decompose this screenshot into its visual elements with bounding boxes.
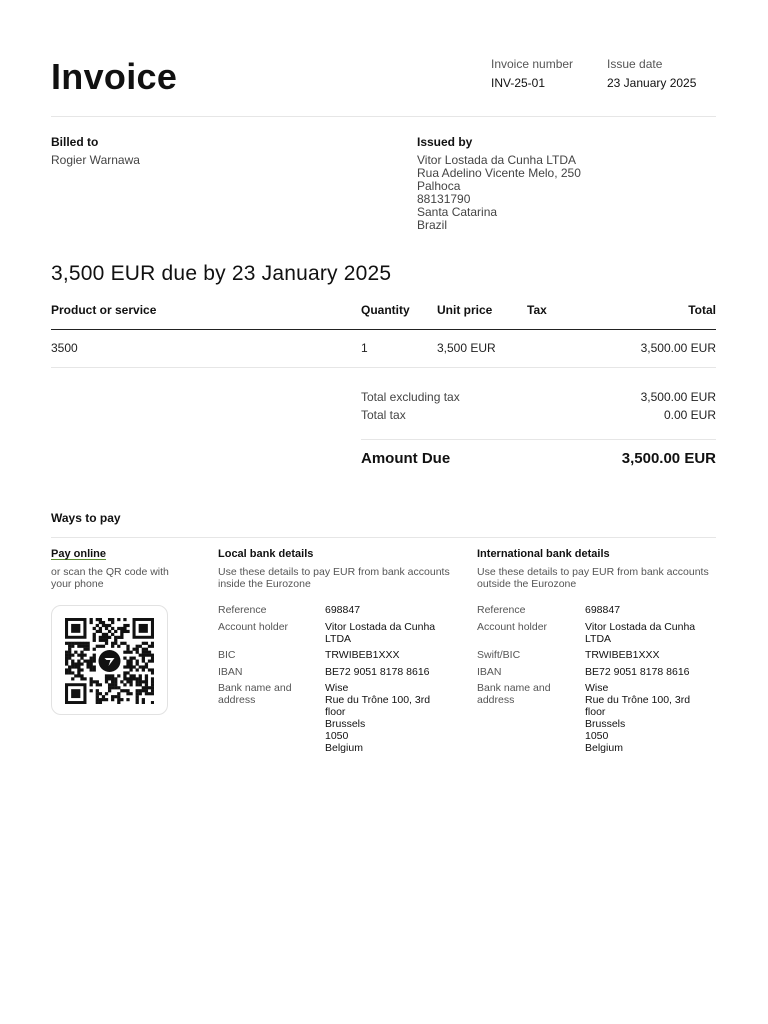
intl-holder-value <box>585 621 695 645</box>
header-divider <box>51 116 716 117</box>
issuer-street: Rua Adelino Vicente Melo, 250 <box>417 166 581 180</box>
local-iban-label: IBAN <box>218 666 243 678</box>
local-holder-label: Account holder <box>218 621 289 633</box>
intl-holder-line: LTDA <box>585 633 612 645</box>
issuer-city: Palhoca <box>417 179 461 193</box>
intl-bank-line: Belgium <box>585 742 623 754</box>
issue-date-block <box>607 57 696 90</box>
issuer-state: Santa Catarina <box>417 205 498 219</box>
intl-bank-line: Rue du Trône 100, 3rd <box>585 694 691 706</box>
table-row-divider <box>51 367 716 368</box>
total-tax-label: Total tax <box>361 408 406 422</box>
local-bank-line: Wise <box>325 682 349 694</box>
item-quantity-cell: 1 <box>361 341 368 355</box>
local-iban-value: BE72 9051 8178 8616 <box>325 666 430 678</box>
intl-holder-line: Vitor Lostada da Cunha <box>585 621 696 633</box>
local-bank-line: floor <box>325 706 346 718</box>
intl-bic-value: TRWIBEB1XXX <box>585 649 660 661</box>
totals-divider <box>361 439 716 440</box>
local-bic-label: BIC <box>218 649 236 661</box>
pay-online-desc-line: or scan the QR code with <box>51 566 169 578</box>
local-desc-line: Use these details to pay EUR from bank accounts <box>218 566 450 578</box>
issued-by-block <box>417 136 677 232</box>
issuer-name: Vitor Lostada da Cunha LTDA <box>417 153 576 167</box>
local-bank-address-label <box>218 682 292 706</box>
issue-date-value: 23 January 2025 <box>607 76 697 90</box>
local-desc-line: inside the Eurozone <box>218 578 311 590</box>
item-unit-price-cell: 3,500 EUR <box>437 341 496 355</box>
pay-online-desc-line: your phone <box>51 578 104 590</box>
intl-bank-address-label <box>477 682 551 706</box>
invoice-title: Invoice <box>51 56 178 97</box>
issuer-country: Brazil <box>417 218 448 232</box>
local-bank-address-label-line: Bank name and <box>218 682 292 694</box>
column-header-unit-price: Unit price <box>437 303 493 317</box>
billed-to-block <box>51 136 140 167</box>
amount-due-value: 3,500.00 EUR <box>621 450 716 467</box>
intl-holder-label: Account holder <box>477 621 548 633</box>
invoice-number-block <box>491 57 573 90</box>
intl-bank-address-label-line: Bank name and <box>477 682 551 694</box>
qr-code-card[interactable] <box>51 605 168 715</box>
local-bank-line: Rue du Trône 100, 3rd <box>325 694 431 706</box>
pay-online-link[interactable]: Pay online <box>51 548 107 560</box>
local-bank-line: Brussels <box>325 718 366 730</box>
intl-iban-value: BE72 9051 8178 8616 <box>585 666 690 678</box>
local-bank-address-value <box>325 682 430 754</box>
intl-bank-line: floor <box>585 706 606 718</box>
intl-bic-label: Swift/BIC <box>477 649 521 661</box>
local-reference-value: 698847 <box>325 604 361 616</box>
column-header-tax: Tax <box>527 303 547 317</box>
intl-bank-address-label-line: address <box>477 694 515 706</box>
invoice-number-label: Invoice number <box>491 57 574 71</box>
local-bank-title: Local bank details <box>218 548 314 560</box>
international-desc-line: outside the Eurozone <box>477 578 577 590</box>
total-tax-value: 0.00 EUR <box>663 408 716 422</box>
wise-logo-icon <box>99 650 121 672</box>
pay-online-description <box>51 566 201 590</box>
international-desc-line: Use these details to pay EUR from bank accounts <box>477 566 709 578</box>
total-excl-tax-label: Total excluding tax <box>361 390 460 404</box>
local-bank-line: 1050 <box>325 730 349 742</box>
amount-due-label: Amount Due <box>361 450 451 467</box>
billed-to-name: Rogier Warnawa <box>51 153 140 167</box>
intl-bank-line: 1050 <box>585 730 609 742</box>
ways-to-pay-heading: Ways to pay <box>51 511 121 525</box>
column-header-total: Total <box>688 303 716 317</box>
column-header-quantity: Quantity <box>361 303 410 317</box>
table-header-divider <box>51 329 716 330</box>
intl-reference-value: 698847 <box>585 604 621 616</box>
local-bank-address-label-line: address <box>218 694 256 706</box>
local-bank-line: Belgium <box>325 742 363 754</box>
local-holder-line: Vitor Lostada da Cunha <box>325 621 436 633</box>
local-bank-description <box>218 566 468 590</box>
qr-code[interactable] <box>65 618 154 704</box>
local-reference-label: Reference <box>218 604 267 616</box>
item-product-cell: 3500 <box>51 341 78 355</box>
intl-reference-label: Reference <box>477 604 526 616</box>
intl-iban-label: IBAN <box>477 666 502 678</box>
international-bank-title: International bank details <box>477 548 610 560</box>
total-excl-tax-value: 3,500.00 EUR <box>640 390 716 404</box>
local-holder-value <box>325 621 435 645</box>
invoice-number-value: INV-25-01 <box>491 76 546 90</box>
local-holder-line: LTDA <box>325 633 352 645</box>
intl-bank-address-value <box>585 682 690 754</box>
intl-bank-line: Wise <box>585 682 609 694</box>
column-header-product: Product or service <box>51 303 157 317</box>
issuer-postcode: 88131790 <box>417 192 471 206</box>
issue-date-label: Issue date <box>607 57 663 71</box>
issued-by-label: Issued by <box>417 135 473 149</box>
international-bank-description <box>477 566 727 590</box>
local-bic-value: TRWIBEB1XXX <box>325 649 400 661</box>
ways-to-pay-divider <box>51 537 716 538</box>
billed-to-label: Billed to <box>51 135 99 149</box>
amount-due-heading: 3,500 EUR due by 23 January 2025 <box>51 262 392 285</box>
intl-bank-line: Brussels <box>585 718 626 730</box>
item-total-cell: 3,500.00 EUR <box>640 341 716 355</box>
